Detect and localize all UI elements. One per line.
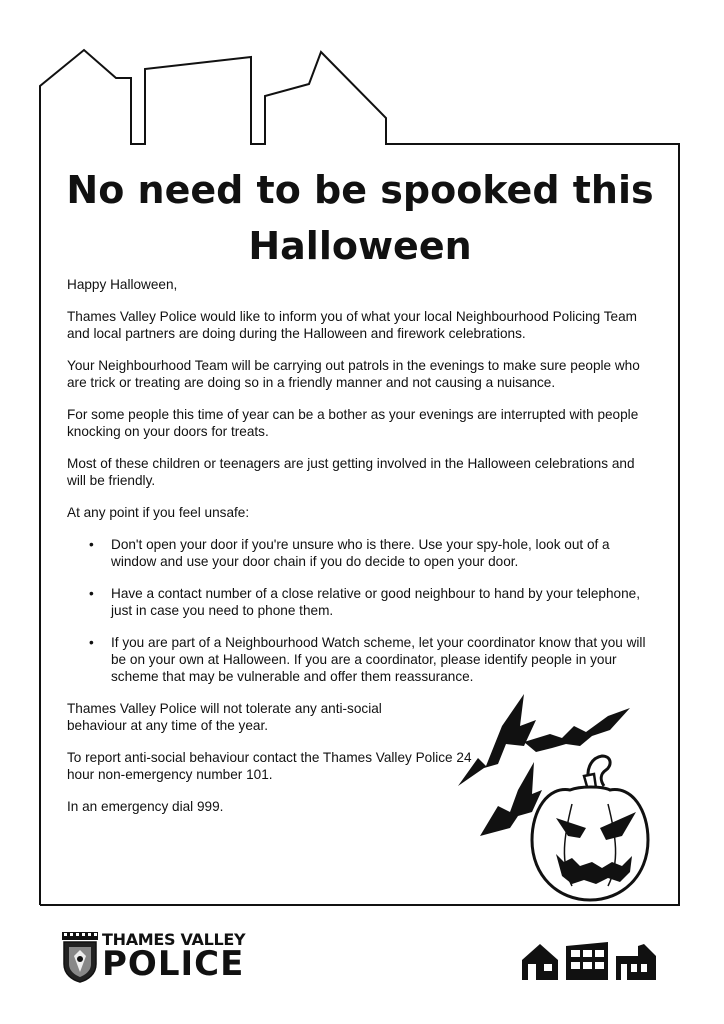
paragraph: Your Neighbourhood Team will be carrying out patrols in the evenings to make sure people who are trick or treating are doing so in a friendly manner and not causing a nuisance. [67, 358, 640, 390]
safety-tips-list [67, 536, 657, 685]
paragraph: Thames Valley Police will not tolerate any anti-social behaviour at any time of the year. [67, 701, 382, 733]
police-logo [58, 928, 288, 988]
bat-icon [524, 708, 630, 752]
list-item: • If you are part of a Neighbourhood Watch scheme, let your coordinator know that you will be on your own at Halloween. If you are a coordinator, please identify people in your scheme that may be vulnerable and offer them reassurance. [111, 634, 646, 685]
logo-text-thames-valley: THAMES VALLEY [102, 930, 246, 949]
jack-o-lantern-icon [532, 756, 648, 900]
paragraph: Thames Valley Police would like to inform you of what your local Neighbourhood Policing Team and local partners are doing during the Halloween and firework celebrations. [67, 309, 637, 341]
paragraph: For some people this time of year can be a bother as your evenings are interrupted with people knocking on your doors for treats. [67, 407, 639, 439]
paragraph: At any point if you feel unsafe: [67, 505, 250, 520]
list-item: • Have a contact number of a close relative or good neighbour to hand by your telephone, just in case you need to phone them. [111, 585, 657, 619]
police-crest-icon [58, 930, 102, 984]
neighbourhood-houses-icon [520, 940, 660, 982]
list-item: • Don't open your door if you're unsure who is there. Use your spy-hole, look out of a window and use your door chain if you do decide to open your door. [111, 536, 657, 570]
halloween-art [440, 686, 690, 908]
greeting: Happy Halloween, [67, 277, 178, 292]
page-title: No need to be spooked this Halloween [66, 168, 654, 268]
bat-icon [458, 694, 536, 786]
paragraph: To report anti-social behaviour contact the Thames Valley Police 24 hour non-emergency number 101. [67, 750, 472, 782]
paragraph: Most of these children or teenagers are just getting involved in the Halloween celebrations and will be friendly. [67, 456, 635, 488]
logo-text-police: POLICE [102, 944, 245, 984]
paragraph: In an emergency dial 999. [67, 799, 224, 814]
